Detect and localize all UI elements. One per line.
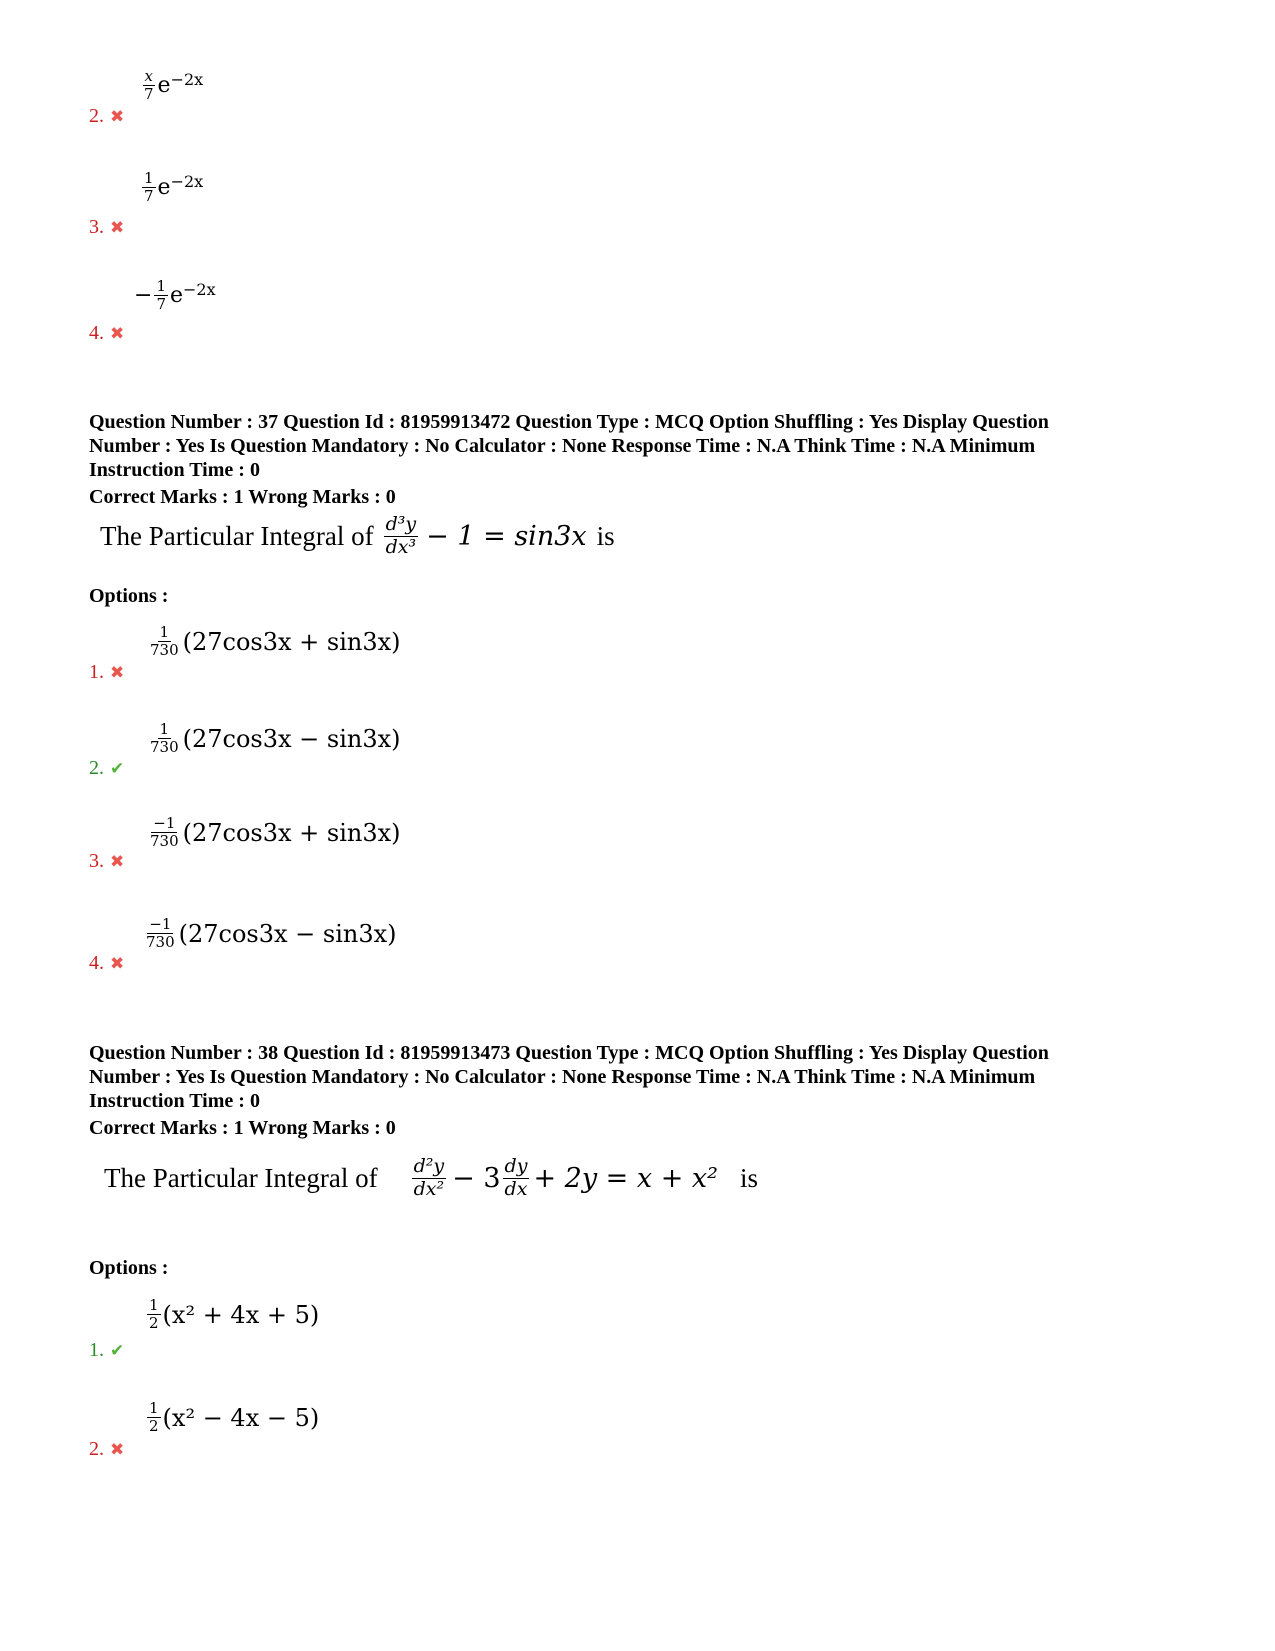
derivative-fraction: $\frac{\text{d³y}}{\text{dx³}}$ [385,513,417,558]
option-formula: $\frac{-1}{730}$ (27cos3x + sin3x) [150,814,401,851]
check-icon: ✔ [110,759,125,779]
option-number: 1. ✔ [89,1339,125,1361]
check-icon: ✔ [110,1341,125,1361]
fraction: $\frac{1}{7}$ [156,277,166,314]
option-formula: $\frac{1}{730}$ (27cos3x + sin3x) [150,623,401,660]
option-number: 1. ✖ [89,661,125,683]
question-meta: Question Number : 37 Question Id : 81959913472 Question Type : MCQ Option Shuffling : Yes Display Question Number : Yes Is Question Mandatory : No Calculator : None Response Time : N.A Think Time : N.A Minimum Instruction Time : 0 [89,411,1049,481]
marks-line: Correct Marks : 1 Wrong Marks : 0 [89,1117,396,1139]
option-formula: $\frac{-1}{730}$ (27cos3x − sin3x) [146,915,397,952]
option-formula: $\frac{x}{7}$ e −2x [144,67,204,104]
question-stem: The Particular Integral of $\frac{\text{d³y}}{\text{dx³}}$ − 1 = sin3x is [100,513,615,558]
derivative-fraction: $\frac{dy}{dx}$ [504,1155,528,1200]
option-number: 4. ✖ [89,952,125,974]
cross-icon: ✖ [110,663,125,683]
option-number: 3. ✖ [89,216,125,238]
cross-icon: ✖ [110,218,125,238]
cross-icon: ✖ [110,1440,125,1460]
option-formula: $\frac{1}{2}$ (x² + 4x + 5) [149,1296,320,1333]
options-label: Options : [89,585,169,607]
cross-icon: ✖ [110,324,125,344]
question-stem: The Particular Integral of $\frac{\text{d²y}}{\text{dx²}}$ − 3 $\frac{dy}{dx}$ + 2y = x + x² is [104,1155,758,1200]
cross-icon: ✖ [110,852,125,872]
question-meta: Question Number : 38 Question Id : 81959913473 Question Type : MCQ Option Shuffling : Yes Display Question Number : Yes Is Question Mandatory : No Calculator : None Response Time : N.A Think Time : N.A Minimum Instruction Time : 0 [89,1042,1049,1112]
derivative-fraction: $\frac{\text{d²y}}{\text{dx²}}$ [413,1155,445,1200]
options-label: Options : [89,1257,169,1279]
option-formula: $\frac{1}{7}$ e −2x [144,169,204,206]
fraction: $\frac{1}{7}$ [144,169,154,206]
option-formula: $\frac{1}{730}$ (27cos3x − sin3x) [150,720,401,757]
cross-icon: ✖ [110,107,125,127]
option-formula: − $\frac{1}{7}$ e −2x [134,277,216,314]
option-number: 2. ✖ [89,105,125,127]
marks-line: Correct Marks : 1 Wrong Marks : 0 [89,486,396,508]
option-number: 2. ✔ [89,757,125,779]
option-number: 2. ✖ [89,1438,125,1460]
option-number: 3. ✖ [89,850,125,872]
option-number: 4. ✖ [89,322,125,344]
cross-icon: ✖ [110,954,125,974]
fraction: $\frac{x}{7}$ [144,67,154,104]
option-formula: $\frac{1}{2}$ (x² − 4x − 5) [149,1399,320,1436]
